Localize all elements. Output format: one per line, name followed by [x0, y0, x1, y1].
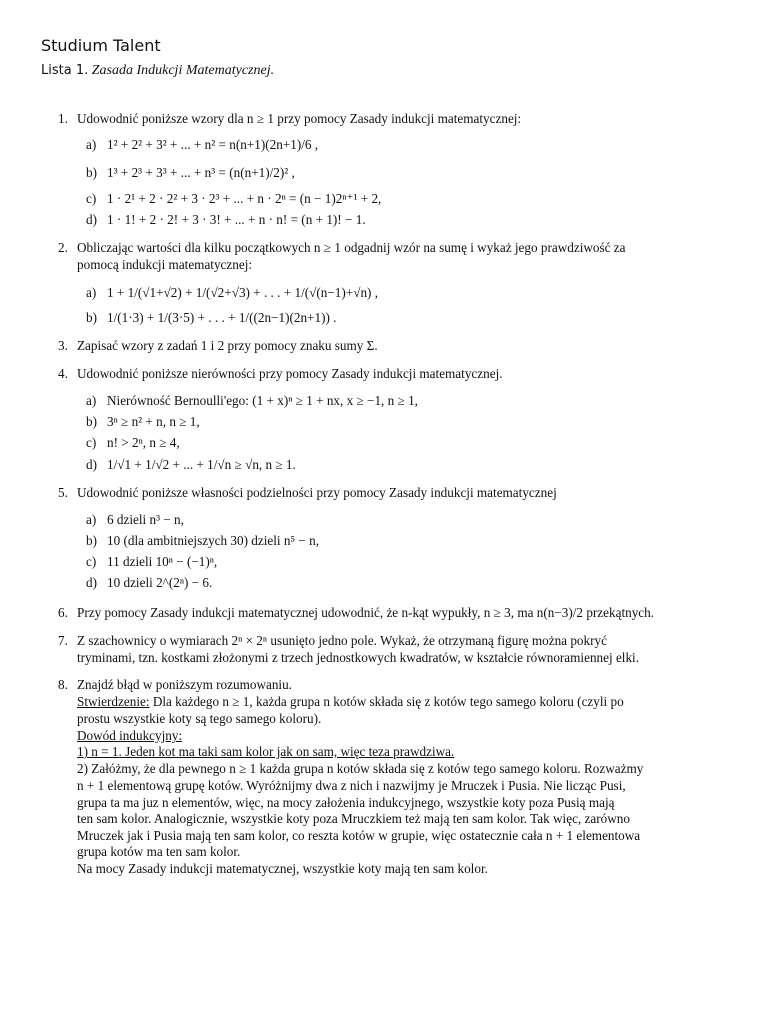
- list-label: Lista 1.: [41, 63, 89, 78]
- part-formula: 1 · 1! + 2 · 2! + 3 · 3! + ... + n · n! = (n + 1)! − 1.: [107, 212, 366, 227]
- part-label: c): [86, 191, 97, 206]
- proof-heading: Dowód indukcyjny:: [77, 728, 183, 743]
- part-label: a): [86, 137, 97, 152]
- part-label: d): [86, 575, 97, 590]
- problem-text: prostu wszystkie koty są tego samego koloru).: [77, 711, 322, 726]
- problem-number: 7.: [58, 633, 68, 648]
- part-formula: n! > 2ⁿ, n ≥ 4,: [107, 435, 180, 450]
- part-formula: 6 dzieli n³ − n,: [107, 512, 184, 527]
- problem-number: 3.: [58, 338, 68, 353]
- claim-line: [77, 693, 723, 710]
- part-formula: 1/(1·3) + 1/(3·5) + . . . + 1/((2n−1)(2n+1)) .: [107, 310, 337, 325]
- problem-text: Udowodnić poniższe własności podzielności przy pomocy Zasady indukcji matematycznej: [77, 485, 557, 500]
- part-label: d): [86, 457, 97, 472]
- proof-step: 1) n = 1. Jeden kot ma taki sam kolor jak on sam, więc teza prawdziwa.: [77, 744, 455, 759]
- proof-text: n + 1 elementową grupę kotów. Wyróżnijmy dwa z nich i nazwijmy je Mruczek i Pusia. Nie licząc Pusi,: [77, 778, 626, 793]
- part-label: b): [86, 310, 97, 325]
- problem-number: 6.: [58, 605, 68, 620]
- part-label: b): [86, 414, 97, 429]
- part-label: d): [86, 212, 97, 227]
- problem-text: Z szachownicy o wymiarach 2ⁿ × 2ⁿ usunięto jedno pole. Wykaż, że otrzymaną figurę można pokryć: [77, 633, 607, 648]
- problem-text: Udowodnić poniższe wzory dla n ≥ 1 przy pomocy Zasady indukcji matematycznej:: [77, 111, 522, 126]
- claim-label: Stwierdzenie:: [77, 694, 150, 709]
- part-label: b): [86, 533, 97, 548]
- problem-text: pomocą indukcji matematycznej:: [77, 257, 253, 272]
- problem-number: 1.: [58, 111, 68, 126]
- problem-text: Znajdź błąd w poniższym rozumowaniu.: [77, 677, 292, 692]
- part-formula: 1² + 2² + 3² + ... + n² = n(n+1)(2n+1)/6 ,: [107, 137, 319, 152]
- problem-text: Zapisać wzory z zadań 1 i 2 przy pomocy znaku sumy Σ.: [77, 338, 378, 353]
- part-label: a): [86, 393, 97, 408]
- part-label: b): [86, 165, 97, 180]
- part-formula: 1 + 1/(√1+√2) + 1/(√2+√3) + . . . + 1/(√(n−1)+√n) ,: [107, 285, 379, 300]
- part-formula: 3ⁿ ≥ n² + n, n ≥ 1,: [107, 414, 200, 429]
- proof-conclusion: Na mocy Zasady indukcji matematycznej, wszystkie koty mają ten sam kolor.: [77, 861, 488, 876]
- proof-text: grupa ta ma juz n elementów, więc, na mocy założenia indukcyjnego, wszystkie koty poza Pusią mają: [77, 795, 615, 810]
- part-formula: 1³ + 2³ + 3³ + ... + n³ = (n(n+1)/2)² ,: [107, 165, 295, 180]
- part-formula: 10 dzieli 2^(2ⁿ) − 6.: [107, 575, 213, 590]
- problem-text: Udowodnić poniższe nierówności przy pomocy Zasady indukcji matematycznej.: [77, 366, 503, 381]
- part-formula: 1/√1 + 1/√2 + ... + 1/√n ≥ √n, n ≥ 1.: [107, 457, 296, 472]
- problem-number: 5.: [58, 485, 68, 500]
- problem-number: 4.: [58, 366, 68, 381]
- proof-step: 2) Załóżmy, że dla pewnego n ≥ 1 każda grupa n kotów składa się z kotów tego samego koloru. Rozważmy: [77, 761, 644, 776]
- part-label: c): [86, 435, 97, 450]
- list-heading: [41, 63, 274, 79]
- part-label: a): [86, 512, 97, 527]
- problem-text: Obliczając wartości dla kilku początkowych n ≥ 1 odgadnij wzór na sumę i wykaż jego prawdziwość za: [77, 240, 626, 255]
- part-formula: Nierówność Bernoulli'ego: (1 + x)ⁿ ≥ 1 + nx, x ≥ −1, n ≥ 1,: [107, 393, 418, 408]
- part-formula: 10 (dla ambitniejszych 30) dzieli n⁵ − n,: [107, 533, 319, 548]
- problem-number: 8.: [58, 677, 68, 692]
- part-label: c): [86, 554, 97, 569]
- proof-text: Mruczek jak i Pusia mają ten sam kolor, co reszta kotów w grupie, więc ostatecznie cała n + 1 elementowa: [77, 828, 641, 843]
- part-label: a): [86, 285, 97, 300]
- claim-text: Dla każdego n ≥ 1, każda grupa n kotów składa się z kotów tego samego koloru (czyli po: [152, 694, 624, 709]
- course-title: Studium Talent: [41, 36, 161, 55]
- proof-text: grupa kotów ma ten sam kolor.: [77, 844, 241, 859]
- problem-text: Przy pomocy Zasady indukcji matematycznej udowodnić, że n-kąt wypukły, n ≥ 3, ma n(n−3)/2 przekątnych.: [77, 605, 655, 620]
- part-formula: 11 dzieli 10ⁿ − (−1)ⁿ,: [107, 554, 218, 569]
- problem-number: 2.: [58, 240, 68, 255]
- problem-text: tryminami, tzn. kostkami złożonymi z trzech jednostkowych kwadratów, w kształcie równoramiennej elki.: [77, 650, 640, 665]
- proof-text: ten sam kolor. Analogicznie, wszystkie koty poza Mruczkiem też mają ten sam kolor. Tak więc, zarówno: [77, 811, 630, 826]
- part-formula: 1 · 2¹ + 2 · 2² + 3 · 2³ + ... + n · 2ⁿ = (n − 1)2ⁿ⁺¹ + 2,: [107, 191, 382, 206]
- list-topic: Zasada Indukcji Matematycznej.: [91, 63, 275, 78]
